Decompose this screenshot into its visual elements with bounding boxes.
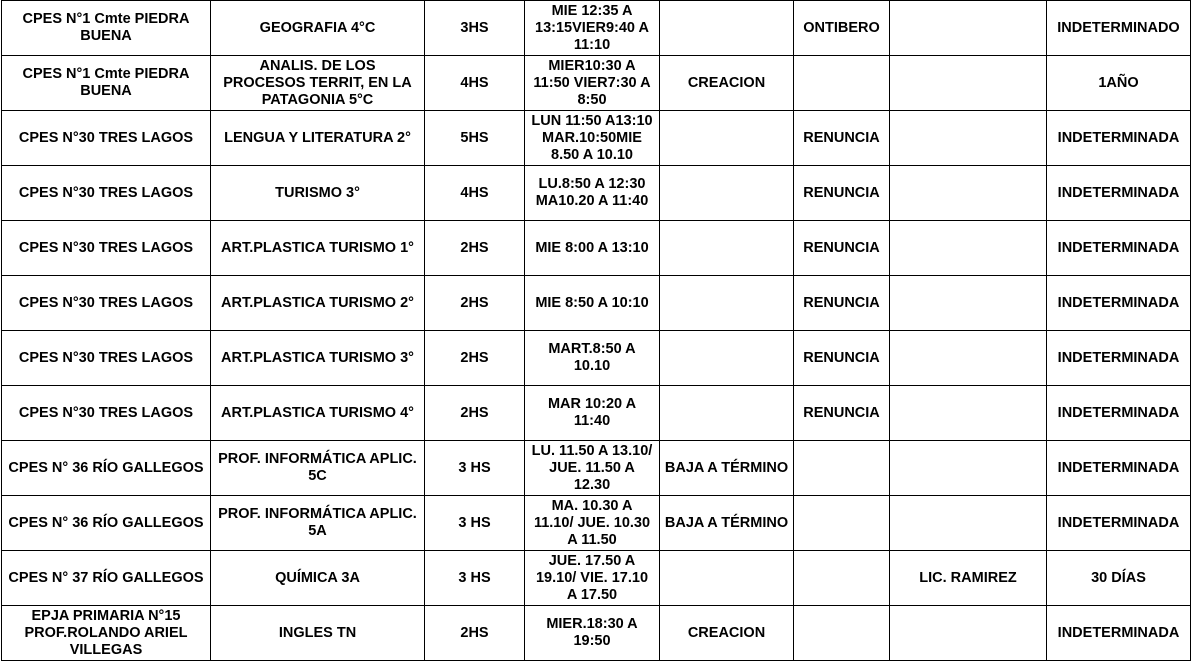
table-row: [2, 386, 1191, 441]
cell-subject: TURISMO 3°: [211, 166, 425, 221]
cell-school: CPES N°30 TRES LAGOS: [2, 111, 211, 166]
table-row: [2, 331, 1191, 386]
table-row: [2, 221, 1191, 276]
cell-school: CPES N°30 TRES LAGOS: [2, 386, 211, 441]
cell-subject: ART.PLASTICA TURISMO 4°: [211, 386, 425, 441]
table-row: [2, 166, 1191, 221]
cell-school: CPES N°1 Cmte PIEDRA BUENA: [2, 56, 211, 111]
table-row: [2, 441, 1191, 496]
cell-replacement: [890, 386, 1047, 441]
cell-schedule: MIE 12:35 A 13:15VIER9:40 A 11:10: [525, 1, 660, 56]
cell-hours: 3 HS: [425, 441, 525, 496]
cell-school: CPES N°30 TRES LAGOS: [2, 166, 211, 221]
cell-duration: INDETERMINADA: [1047, 441, 1191, 496]
cell-teacher: [794, 56, 890, 111]
cell-schedule: MA. 10.30 A 11.10/ JUE. 10.30 A 11.50: [525, 496, 660, 551]
cell-schedule: MART.8:50 A 10.10: [525, 331, 660, 386]
cell-teacher: RENUNCIA: [794, 221, 890, 276]
cell-subject: ART.PLASTICA TURISMO 1°: [211, 221, 425, 276]
cell-replacement: [890, 606, 1047, 661]
cell-duration: INDETERMINADA: [1047, 606, 1191, 661]
cell-school: EPJA PRIMARIA N°15 PROF.ROLANDO ARIEL VILLEGAS: [2, 606, 211, 661]
table-row: [2, 111, 1191, 166]
cell-school: CPES N°30 TRES LAGOS: [2, 221, 211, 276]
cell-duration: INDETERMINADA: [1047, 221, 1191, 276]
cell-teacher: RENUNCIA: [794, 166, 890, 221]
cell-schedule: MIE 8:00 A 13:10: [525, 221, 660, 276]
cell-replacement: [890, 111, 1047, 166]
cell-hours: 2HS: [425, 606, 525, 661]
cell-hours: 4HS: [425, 56, 525, 111]
cell-reason: [660, 276, 794, 331]
cell-teacher: [794, 551, 890, 606]
cell-replacement: [890, 166, 1047, 221]
cell-reason: [660, 551, 794, 606]
table-row: [2, 606, 1191, 661]
cell-replacement: [890, 1, 1047, 56]
vacancies-table: [1, 0, 1191, 661]
cell-duration: INDETERMINADA: [1047, 276, 1191, 331]
cell-subject: INGLES TN: [211, 606, 425, 661]
cell-schedule: LU. 11.50 A 13.10/ JUE. 11.50 A 12.30: [525, 441, 660, 496]
cell-school: CPES N°1 Cmte PIEDRA BUENA: [2, 1, 211, 56]
cell-duration: INDETERMINADA: [1047, 496, 1191, 551]
cell-subject: ART.PLASTICA TURISMO 3°: [211, 331, 425, 386]
cell-teacher: RENUNCIA: [794, 111, 890, 166]
cell-teacher: [794, 496, 890, 551]
cell-reason: [660, 331, 794, 386]
cell-teacher: RENUNCIA: [794, 331, 890, 386]
cell-teacher: [794, 606, 890, 661]
cell-replacement: LIC. RAMIREZ: [890, 551, 1047, 606]
cell-schedule: MIER.18:30 A 19:50: [525, 606, 660, 661]
cell-school: CPES N° 36 RÍO GALLEGOS: [2, 496, 211, 551]
cell-duration: INDETERMINADA: [1047, 166, 1191, 221]
cell-school: CPES N°30 TRES LAGOS: [2, 276, 211, 331]
cell-duration: INDETERMINADO: [1047, 1, 1191, 56]
cell-replacement: [890, 276, 1047, 331]
cell-subject: LENGUA Y LITERATURA 2°: [211, 111, 425, 166]
cell-reason: [660, 166, 794, 221]
cell-schedule: LU.8:50 A 12:30 MA10.20 A 11:40: [525, 166, 660, 221]
cell-subject: GEOGRAFIA 4°C: [211, 1, 425, 56]
cell-hours: 2HS: [425, 386, 525, 441]
cell-hours: 2HS: [425, 331, 525, 386]
cell-subject: ANALIS. DE LOS PROCESOS TERRIT, EN LA PATAGONIA 5°C: [211, 56, 425, 111]
cell-schedule: LUN 11:50 A13:10 MAR.10:50MIE 8.50 A 10.10: [525, 111, 660, 166]
cell-schedule: JUE. 17.50 A 19.10/ VIE. 17.10 A 17.50: [525, 551, 660, 606]
cell-reason: CREACION: [660, 56, 794, 111]
cell-duration: INDETERMINADA: [1047, 111, 1191, 166]
table-row: [2, 1, 1191, 56]
cell-duration: 30 DÍAS: [1047, 551, 1191, 606]
cell-hours: 4HS: [425, 166, 525, 221]
cell-reason: [660, 111, 794, 166]
cell-reason: [660, 1, 794, 56]
cell-school: CPES N° 36 RÍO GALLEGOS: [2, 441, 211, 496]
cell-hours: 3 HS: [425, 551, 525, 606]
cell-schedule: MIE 8:50 A 10:10: [525, 276, 660, 331]
cell-schedule: MIER10:30 A 11:50 VIER7:30 A 8:50: [525, 56, 660, 111]
cell-subject: QUÍMICA 3A: [211, 551, 425, 606]
cell-school: CPES N° 37 RÍO GALLEGOS: [2, 551, 211, 606]
cell-duration: INDETERMINADA: [1047, 331, 1191, 386]
cell-hours: 3HS: [425, 1, 525, 56]
table-row: [2, 276, 1191, 331]
cell-reason: [660, 386, 794, 441]
cell-replacement: [890, 496, 1047, 551]
cell-hours: 2HS: [425, 221, 525, 276]
cell-subject: PROF. INFORMÁTICA APLIC. 5C: [211, 441, 425, 496]
cell-reason: BAJA A TÉRMINO: [660, 496, 794, 551]
cell-teacher: [794, 441, 890, 496]
cell-schedule: MAR 10:20 A 11:40: [525, 386, 660, 441]
cell-hours: 5HS: [425, 111, 525, 166]
cell-replacement: [890, 331, 1047, 386]
table-body: [2, 1, 1191, 661]
cell-replacement: [890, 221, 1047, 276]
cell-subject: ART.PLASTICA TURISMO 2°: [211, 276, 425, 331]
table-row: [2, 551, 1191, 606]
cell-hours: 3 HS: [425, 496, 525, 551]
cell-school: CPES N°30 TRES LAGOS: [2, 331, 211, 386]
cell-reason: BAJA A TÉRMINO: [660, 441, 794, 496]
cell-teacher: RENUNCIA: [794, 276, 890, 331]
cell-teacher: RENUNCIA: [794, 386, 890, 441]
cell-reason: [660, 221, 794, 276]
cell-replacement: [890, 56, 1047, 111]
cell-subject: PROF. INFORMÁTICA APLIC. 5A: [211, 496, 425, 551]
cell-teacher: ONTIBERO: [794, 1, 890, 56]
cell-replacement: [890, 441, 1047, 496]
table-row: [2, 56, 1191, 111]
cell-reason: CREACION: [660, 606, 794, 661]
cell-duration: 1AÑO: [1047, 56, 1191, 111]
table-row: [2, 496, 1191, 551]
cell-duration: INDETERMINADA: [1047, 386, 1191, 441]
cell-hours: 2HS: [425, 276, 525, 331]
